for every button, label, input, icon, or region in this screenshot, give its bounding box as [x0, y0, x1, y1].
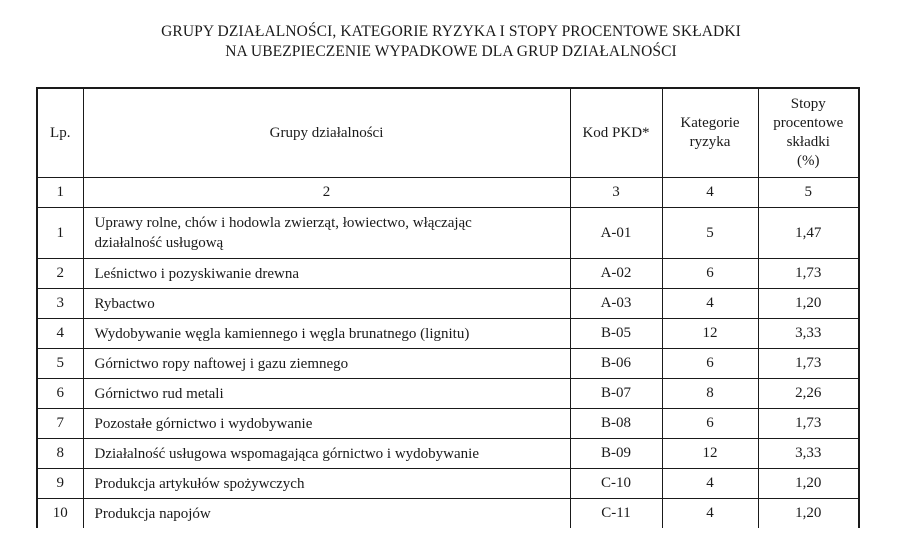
- header-rate-line-3: składki: [786, 134, 830, 150]
- column-number: 2: [83, 178, 570, 208]
- cell-lp: 2: [37, 259, 83, 289]
- cell-lp: 3: [37, 289, 83, 319]
- cell-rate: 1,20: [758, 499, 859, 529]
- title-line-1: GRUPY DZIAŁALNOŚCI, KATEGORIE RYZYKA I STOPY PROCENTOWE SKŁADKI: [161, 23, 741, 40]
- title-line-2: NA UBEZPIECZENIE WYPADKOWE DLA GRUP DZIAŁALNOŚCI: [225, 43, 677, 60]
- cell-lp: 9: [37, 469, 83, 499]
- column-number: 4: [662, 178, 758, 208]
- header-category-line-1: Kategorie: [680, 115, 740, 131]
- cell-group: Górnictwo rud metali: [83, 379, 570, 409]
- cell-pkd: B-08: [570, 409, 662, 439]
- cell-group: Rybactwo: [83, 289, 570, 319]
- cell-group-line-1: Uprawy rolne, chów i hodowla zwierząt, łowiectwo, włączając: [94, 215, 472, 231]
- header-category-line-2: ryzyka: [689, 134, 731, 150]
- cell-lp: 7: [37, 409, 83, 439]
- header-group: Grupy działalności: [83, 88, 570, 178]
- table-row: [37, 289, 859, 319]
- table-row: [37, 499, 859, 529]
- cell-group: Wydobywanie węgla kamiennego i węgla brunatnego (lignitu): [83, 319, 570, 349]
- table-row: [37, 409, 859, 439]
- cell-lp: 6: [37, 379, 83, 409]
- column-number: 1: [37, 178, 83, 208]
- cell-category: 12: [662, 439, 758, 469]
- cell-rate: 1,73: [758, 409, 859, 439]
- document-title: [0, 22, 902, 62]
- cell-pkd: B-06: [570, 349, 662, 379]
- table-row: [37, 259, 859, 289]
- header-lp: Lp.: [37, 88, 83, 178]
- cell-lp: 1: [37, 208, 83, 259]
- cell-category: 5: [662, 208, 758, 259]
- column-number: 3: [570, 178, 662, 208]
- cell-category: 12: [662, 319, 758, 349]
- cell-category: 6: [662, 409, 758, 439]
- cell-rate: 1,47: [758, 208, 859, 259]
- cell-lp: 10: [37, 499, 83, 529]
- cell-group: Górnictwo ropy naftowej i gazu ziemnego: [83, 349, 570, 379]
- cell-rate: 3,33: [758, 319, 859, 349]
- header-rate-line-4: (%): [797, 153, 820, 169]
- cell-group: Produkcja artykułów spożywczych: [83, 469, 570, 499]
- table-row: [37, 319, 859, 349]
- cell-rate: 1,20: [758, 469, 859, 499]
- cell-group: Leśnictwo i pozyskiwanie drewna: [83, 259, 570, 289]
- cell-category: 4: [662, 499, 758, 529]
- column-number: 5: [758, 178, 859, 208]
- table-row: [37, 439, 859, 469]
- cell-lp: 4: [37, 319, 83, 349]
- cell-category: 4: [662, 469, 758, 499]
- cell-rate: 3,33: [758, 439, 859, 469]
- cell-category: 6: [662, 349, 758, 379]
- cell-category: 6: [662, 259, 758, 289]
- cell-pkd: B-07: [570, 379, 662, 409]
- cell-rate: 1,73: [758, 259, 859, 289]
- cell-pkd: B-05: [570, 319, 662, 349]
- table-row: [37, 469, 859, 499]
- table-row: [37, 349, 859, 379]
- header-rate: [758, 88, 859, 178]
- cell-rate: 2,26: [758, 379, 859, 409]
- cell-pkd: A-02: [570, 259, 662, 289]
- cell-pkd: A-03: [570, 289, 662, 319]
- header-pkd: Kod PKD*: [570, 88, 662, 178]
- header-category: [662, 88, 758, 178]
- cell-category: 4: [662, 289, 758, 319]
- header-row: [37, 88, 859, 178]
- cell-pkd: B-09: [570, 439, 662, 469]
- cell-group-line-2: działalność usługową: [94, 235, 224, 251]
- cell-pkd: A-01: [570, 208, 662, 259]
- cell-group: [83, 208, 570, 259]
- cell-category: 8: [662, 379, 758, 409]
- cell-pkd: C-11: [570, 499, 662, 529]
- cell-lp: 8: [37, 439, 83, 469]
- risk-rate-table: [36, 87, 860, 528]
- cell-pkd: C-10: [570, 469, 662, 499]
- cell-group: Pozostałe górnictwo i wydobywanie: [83, 409, 570, 439]
- cell-rate: 1,20: [758, 289, 859, 319]
- table-row: [37, 208, 859, 259]
- cell-group: Produkcja napojów: [83, 499, 570, 529]
- column-number-row: [37, 178, 859, 208]
- header-rate-line-1: Stopy: [790, 96, 826, 112]
- cell-rate: 1,73: [758, 349, 859, 379]
- cell-lp: 5: [37, 349, 83, 379]
- header-rate-line-2: procentowe: [773, 115, 844, 131]
- cell-group: Działalność usługowa wspomagająca górnictwo i wydobywanie: [83, 439, 570, 469]
- table-row: [37, 379, 859, 409]
